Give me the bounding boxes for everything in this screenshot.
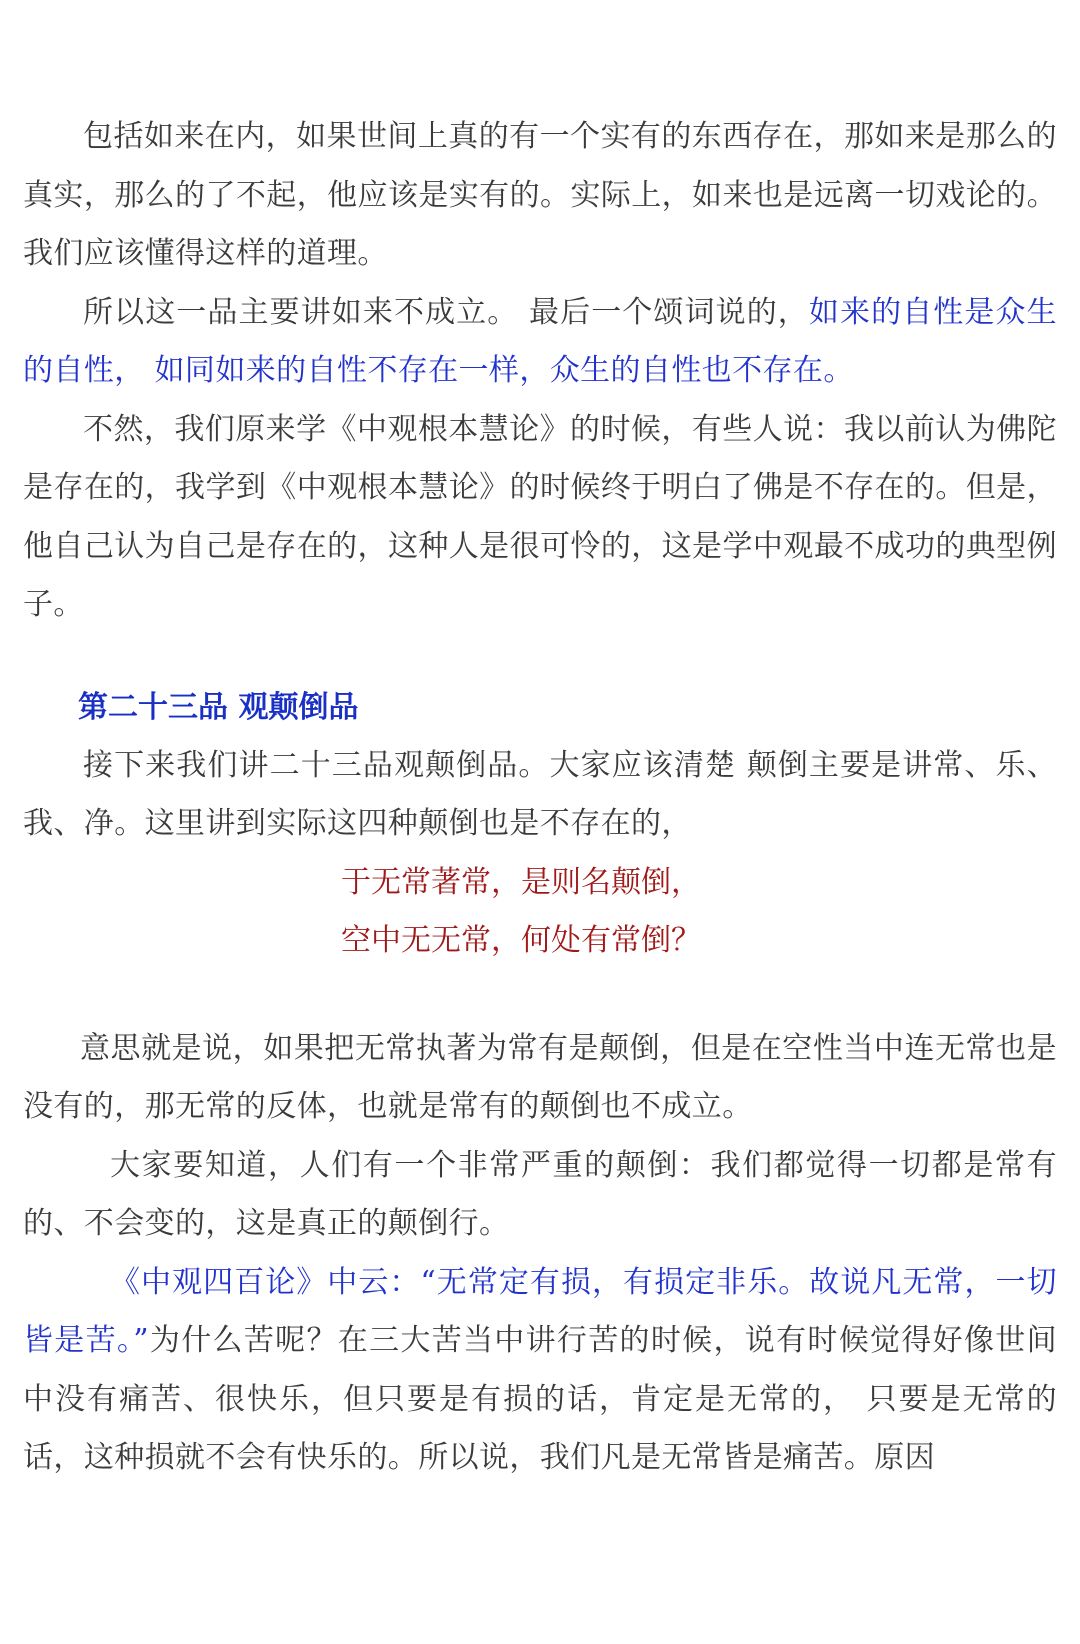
verse-line-1: 于无常著常，是则名颠倒， <box>341 864 701 900</box>
paragraph-misunderstanding-example: 不然，我们原来学《中观根本慧论》的时候，有些人说：我以前认为佛陀是存在的，我学到《中观根本慧论》的时候终于明白了佛是不存在的。但是，他自己认为自己是存在的，这种人是很可怜的，这是学中观最不成功的典型例子。 <box>23 411 1057 622</box>
paragraph-four-hundred-quote <box>23 1254 1057 1488</box>
quote-explanation: 为什么苦呢？在三大苦当中讲行苦的时候，说有时候觉得好像世间中没有痛苦、很快乐，但只要是有损的话，肯定是无常的， 只要是无常的话，这种损就不会有快乐的。所以说，我们凡是无常皆是痛苦。原因 <box>23 1323 1057 1475</box>
quote-highlighted: 《中观四百论》中云：“无常定有损，有损定非乐。故说凡无常，一切皆是苦。” <box>23 1264 1057 1358</box>
paragraph-verse-explanation: 意思就是说，如果把无常执著为常有是颠倒，但是在空性当中连无常也是没有的，那无常的反体，也就是常有的颠倒也不成立。 <box>23 1030 1057 1124</box>
paragraph-chapter-summary <box>23 284 1057 401</box>
chapter-heading: 第二十三品 观颠倒品 <box>78 689 359 725</box>
summary-highlighted-verse: 如来的自性是众生的自性， 如同如来的自性不存在一样，众生的自性也不存在。 <box>23 294 1057 388</box>
paragraph-chapter-intro: 接下来我们讲二十三品观颠倒品。大家应该清楚 颠倒主要是讲常、乐、我、净。这里讲到实际这四种颠倒也是不存在的， <box>23 747 1057 841</box>
section-spacer <box>23 970 1057 1020</box>
summary-plain-text: 所以这一品主要讲如来不成立。 最后一个颂词说的， <box>83 294 809 330</box>
paragraph-tathagata-reality: 包括如来在内，如果世间上真的有一个实有的东西存在，那如来是那么的真实，那么的了不起，他应该是实有的。实际上，如来也是远离一切戏论的。我们应该懂得这样的道理。 <box>23 119 1057 271</box>
verse-line-2: 空中无无常，何处有常倒？ <box>341 922 701 958</box>
section-spacer <box>23 635 1057 679</box>
paragraph-serious-inversion: 大家要知道，人们有一个非常严重的颠倒：我们都觉得一切都是常有的、不会变的，这是真正的颠倒行。 <box>23 1147 1057 1241</box>
article-body <box>23 108 1057 1488</box>
